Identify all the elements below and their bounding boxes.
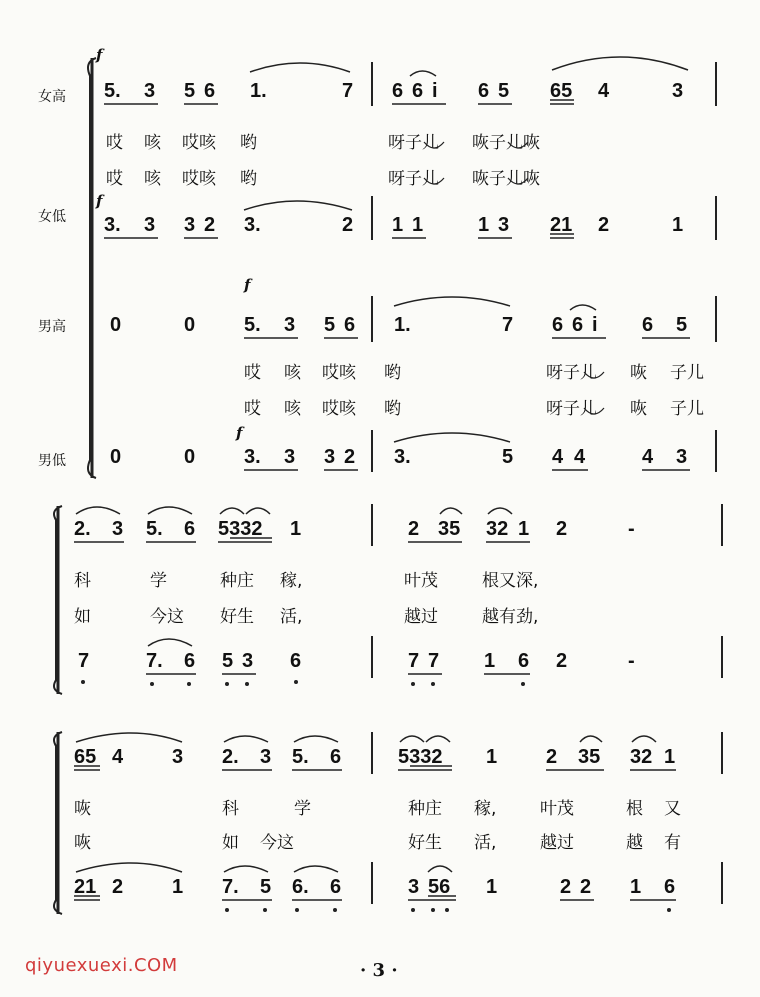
- bass-notes: 0 0 3. 3 3 2 3. 5 4 4 4 3: [110, 446, 688, 468]
- tenor-lyric-2: 哎 咳 哎咳 哟 呀子儿 咴 子儿: [244, 399, 704, 419]
- tenor-lyric-1: 哎 咳 哎咳 哟 呀子儿 咴 子儿: [244, 363, 704, 383]
- dynamic-mark: f: [96, 192, 103, 210]
- system2-upper-notes: 2. 3 5. 6 5332 1 2 35 32 1 2 -: [74, 518, 635, 540]
- soprano-notes: 5. 3 5 6 1. 7 6 6 i 6 5 65 4 3: [104, 80, 684, 102]
- soprano-lyric-2: 哎 咳 哎咳 哟 呀子儿 咴子儿咴: [106, 169, 540, 189]
- dynamic-mark: f: [236, 424, 243, 442]
- system3-lyric-2: 咴 如 今这 好生 活, 越过 越 有: [74, 833, 681, 853]
- voice-label-tenor: 男高: [38, 319, 66, 335]
- system3-lower-notes: 21 2 1 7. 5 6. 6 3 56 1 2 2 1 6: [74, 876, 676, 898]
- system3-upper-notes: 65 4 3 2. 3 5. 6 5332 1 2 35 32 1: [74, 746, 676, 768]
- tenor-notes: 0 0 5. 3 5 6 1. 7 6 6 i 6 5: [110, 314, 688, 336]
- voice-label-bass: 男低: [38, 453, 66, 469]
- voice-label-alto: 女低: [38, 209, 66, 225]
- voice-label-soprano: 女高: [38, 89, 66, 105]
- alto-notes: 3. 3 3 2 3. 2 1 1 1 3 21 2 1: [104, 214, 684, 236]
- dynamic-mark: f: [244, 276, 251, 294]
- site-watermark: qiyuexuexi.COM: [25, 955, 178, 976]
- system2-lower-notes: 7 7. 6 5 3 6 7 7 1 6 2 -: [78, 650, 635, 672]
- soprano-lyric-1: 哎 咳 哎咳 哟 呀子儿 咴子儿咴: [106, 133, 540, 153]
- system2-lyric-1: 科 学 种庄 稼, 叶茂 根又深,: [74, 571, 539, 591]
- system3-lyric-1: 咴 科 学 种庄 稼, 叶茂 根 又: [74, 799, 681, 819]
- system2-lyric-2: 如 今这 好生 活, 越过 越有劲,: [74, 607, 539, 627]
- page-number: · 3 ·: [360, 960, 398, 981]
- dynamic-mark: f: [96, 46, 103, 64]
